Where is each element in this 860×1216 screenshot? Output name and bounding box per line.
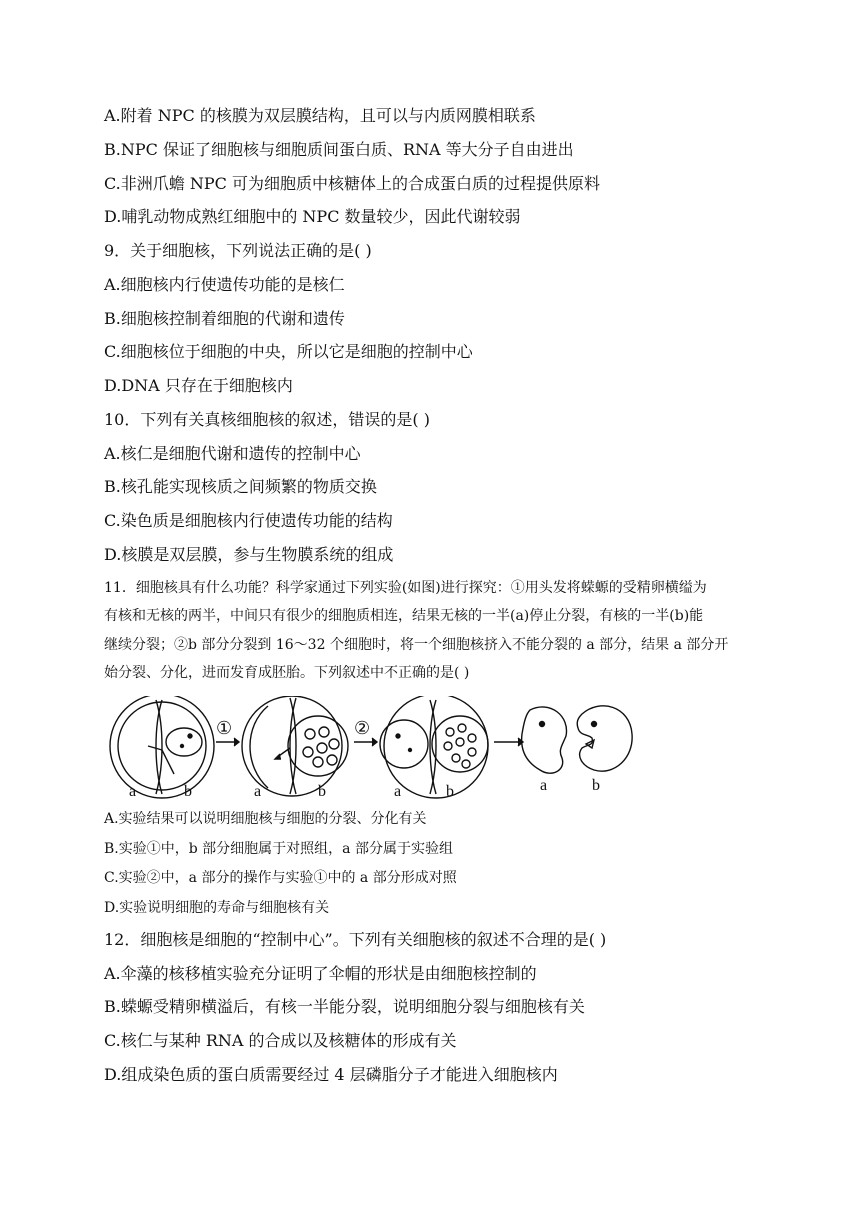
fig-label-b2: b: [318, 783, 326, 800]
step-1-marker: ①: [216, 718, 233, 738]
q10-option-a: A.核仁是细胞代谢和遗传的控制中心: [104, 444, 361, 463]
q10-option-b: B.核孔能实现核质之间频繁的物质交换: [104, 477, 377, 496]
stage-1-egg: [110, 696, 214, 798]
q11-stem-line-2: 有核和无核的两半，中间只有很少的细胞质相连，结果无核的一半(a)停止分裂，有核的一半(b)能: [104, 608, 704, 624]
stage-2-egg: [242, 696, 348, 796]
q11-option-b: B.实验①中，b 部分细胞属于对照组，a 部分属于实验组: [104, 841, 453, 857]
fig-label-b1: b: [184, 783, 192, 800]
q11-option-c: C.实验②中，a 部分的操作与实验①中的 a 部分形成对照: [104, 870, 457, 886]
q11-stem-line-1: 11．细胞核具有什么功能？科学家通过下列实验(如图)进行探究：①用头发将蝾螈的受精卵横缢为: [104, 580, 707, 596]
q12-option-c: C.核仁与某种 RNA 的合成以及核糖体的形成有关: [104, 1031, 457, 1050]
fig-label-a3: a: [394, 783, 402, 800]
q8-option-a: A.附着 NPC 的核膜为双层膜结构，且可以与内质网膜相联系: [104, 106, 536, 125]
fig-label-a4: a: [540, 777, 548, 794]
fig-label-b4: b: [592, 777, 600, 794]
q10-option-c: C.染色质是细胞核内行使遗传功能的结构: [104, 511, 393, 530]
q9-stem: 9．关于细胞核，下列说法正确的是( ): [104, 241, 372, 260]
embryo-b: [577, 706, 632, 771]
q11-option-d: D.实验说明细胞的寿命与细胞核有关: [104, 900, 330, 916]
q8-option-c: C.非洲爪蟾 NPC 可为细胞质中核糖体上的合成蛋白质的过程提供原料: [104, 174, 600, 193]
q12-option-b: B.蝾螈受精卵横溢后，有核一半能分裂，说明细胞分裂与细胞核有关: [104, 997, 585, 1016]
q10-option-d: D.核膜是双层膜，参与生物膜系统的组成: [104, 545, 394, 564]
step-2-marker: ②: [354, 718, 371, 738]
q11-experiment-figure: [104, 696, 634, 800]
q11-stem-line-3: 继续分裂；②b 部分分裂到 16～32 个细胞时，将一个细胞核挤入不能分裂的 a 部分，结果 a 部分开: [104, 637, 729, 653]
q8-option-d: D.哺乳动物成熟红细胞中的 NPC 数量较少，因此代谢较弱: [104, 207, 521, 226]
fig-label-a2: a: [254, 783, 262, 800]
q9-option-a: A.细胞核内行使遗传功能的是核仁: [104, 275, 345, 294]
fig-label-b3: b: [446, 783, 454, 800]
q8-option-b: B.NPC 保证了细胞核与细胞质间蛋白质、RNA 等大分子自由进出: [104, 140, 574, 159]
q9-option-b: B.细胞核控制着细胞的代谢和遗传: [104, 309, 345, 328]
q10-stem: 10．下列有关真核细胞核的叙述，错误的是( ): [104, 410, 430, 429]
q12-stem: 12．细胞核是细胞的“控制中心”。下列有关细胞核的叙述不合理的是( ): [104, 930, 607, 949]
q11-stem-line-4: 始分裂、分化，进而发育成胚胎。下列叙述中不正确的是( ): [104, 665, 470, 681]
embryo-a: [522, 707, 567, 773]
q9-option-c: C.细胞核位于细胞的中央，所以它是细胞的控制中心: [104, 342, 473, 361]
q12-option-d: D.组成染色质的蛋白质需要经过 4 层磷脂分子才能进入细胞核内: [104, 1065, 558, 1084]
q9-option-d: D.DNA 只存在于细胞核内: [104, 376, 293, 395]
fig-label-a1: a: [129, 783, 137, 800]
q12-option-a: A.伞藻的核移植实验充分证明了伞帽的形状是由细胞核控制的: [104, 964, 537, 983]
q11-option-a: A.实验结果可以说明细胞核与细胞的分裂、分化有关: [104, 811, 427, 827]
